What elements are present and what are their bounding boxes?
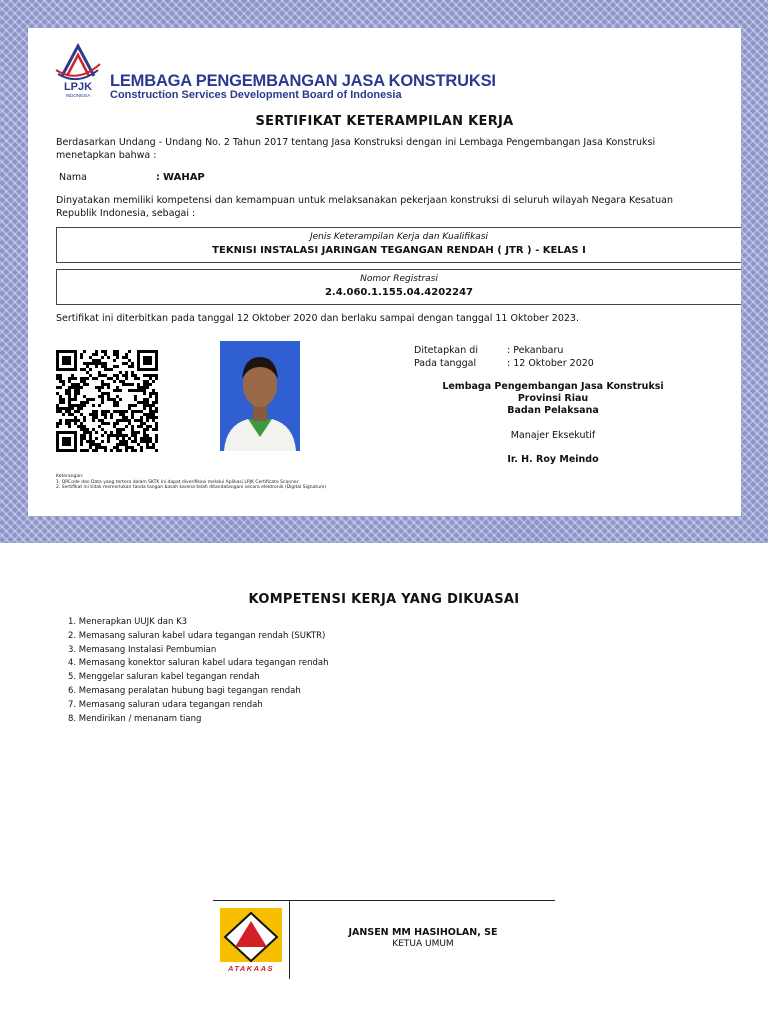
date-value: : 12 Oktober 2020 bbox=[507, 358, 594, 369]
list-item: 1. Menerapkan UUJK dan K3 bbox=[68, 617, 188, 627]
notes bbox=[56, 474, 326, 491]
logo-text: LPJK bbox=[63, 81, 93, 93]
list-item: 8. Mendirikan / menanam tiang bbox=[68, 713, 202, 724]
issuer-position: Manajer Eksekutif bbox=[510, 430, 596, 441]
list-item: 2. Memasang saluran kabel udara tegangan rendah (SUKTR) bbox=[68, 630, 326, 641]
registration-value: 2.4.060.1.155.04.4202247 bbox=[324, 287, 474, 298]
org-name: LEMBAGA PENGEMBANGAN JASA KONSTRUKSI bbox=[110, 72, 496, 90]
notes-item: 1. QRCode dan Data yang tertera dalam SKTK ini dapat diverifikasi melalui Aplikasi LPJK Certificate Scanner bbox=[56, 479, 299, 485]
certificate-card bbox=[28, 28, 741, 516]
place-label: Ditetapkan di bbox=[414, 345, 478, 356]
competencies-title: KOMPETENSI KERJA YANG DIKUASAI bbox=[248, 592, 520, 607]
skill-box bbox=[56, 227, 741, 263]
name-value: WAHAP bbox=[163, 172, 205, 183]
qr-code bbox=[56, 350, 158, 452]
atakaas-text: ATAKAAS bbox=[227, 964, 275, 973]
issuer-line2: Provinsi Riau bbox=[517, 393, 589, 404]
registration-label: Nomor Registrasi bbox=[360, 274, 438, 284]
notes-title: Keterangan: bbox=[56, 474, 84, 479]
list-item: 3. Memasang Instalasi Pembumian bbox=[68, 644, 217, 655]
list-item: 6. Memasang peralatan hubung bagi tegangan rendah bbox=[68, 685, 301, 696]
validity-text: Sertifikat ini diterbitkan pada tanggal 12 Oktober 2020 dan berlaku sampai dengan tanggal 11 Oktober 2023. bbox=[56, 313, 579, 324]
date-label: Pada tanggal bbox=[414, 358, 477, 369]
intro-text: Berdasarkan Undang - Undang No. 2 Tahun 2017 tentang Jasa Konstruksi dengan ini Lembaga Pengembangan Jasa Konstruksi menetapkan bahwa : bbox=[56, 137, 656, 161]
lpjk-logo bbox=[52, 40, 104, 100]
skill-value: TEKNISI INSTALASI JARINGAN TEGANGAN RENDAH ( JTR ) - KELAS I bbox=[212, 245, 586, 256]
statement-text: Dinyatakan memiliki kompetensi dan kemampuan untuk melaksanakan pekerjaan konstruksi di seluruh wilayah Negara Kesatuan Republik Indonesia, sebagai : bbox=[56, 195, 674, 219]
notes-item: 2. Sertifikat ini tidak memerlukan tanda tangan basah karena telah ditandatangani secara elektronik (Digital Signature) bbox=[56, 485, 327, 490]
list-item: 5. Menggelar saluran kabel tegangan rendah bbox=[68, 672, 260, 683]
name-label: Nama bbox=[59, 172, 88, 183]
skill-label: Jenis Keterampilan Kerja dan Kualifikasi bbox=[309, 232, 488, 242]
issuer-line1: Lembaga Pengembangan Jasa Konstruksi bbox=[442, 381, 664, 392]
name-sep: : bbox=[156, 172, 160, 183]
org-subtitle: Construction Services Development Board of Indonesia bbox=[110, 89, 402, 101]
footer-signature-box bbox=[213, 900, 555, 981]
atakaas-logo bbox=[219, 907, 283, 973]
footer-signatory-role: KETUA UMUM bbox=[392, 939, 454, 949]
place-value: : Pekanbaru bbox=[507, 345, 564, 356]
footer-divider bbox=[289, 901, 290, 979]
issuer-line3: Badan Pelaksana bbox=[507, 405, 599, 416]
footer-signatory-name: JANSEN MM HASIHOLAN, SE bbox=[348, 927, 498, 938]
list-item: 7. Memasang saluran udara tegangan rendah bbox=[68, 699, 263, 710]
holder-photo bbox=[220, 341, 300, 451]
certificate-title: SERTIFIKAT KETERAMPILAN KERJA bbox=[255, 114, 514, 129]
logo-subtext: INDONESIA bbox=[65, 93, 91, 98]
list-item: 4. Memasang konektor saluran kabel udara tegangan rendah bbox=[68, 658, 329, 669]
issuer-signatory: Ir. H. Roy Meindo bbox=[507, 454, 599, 465]
registration-box bbox=[56, 269, 741, 305]
competencies-list bbox=[68, 616, 328, 726]
